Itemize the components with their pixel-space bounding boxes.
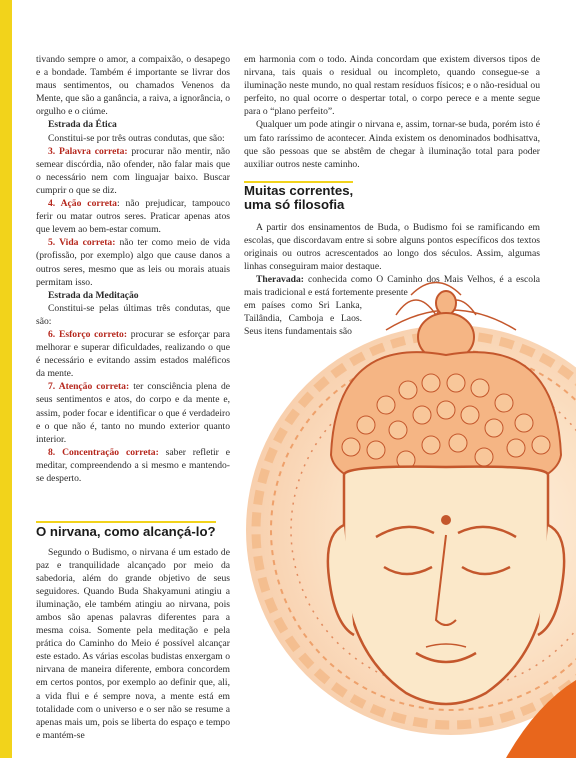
item-5 (36, 236, 230, 288)
item-8-text: saber refletir e meditar, compreendendo a si mesmo e mantendo-se desperto. (36, 446, 230, 484)
ushnisha (418, 291, 474, 361)
item-6-title: 6. Esforço correto: (48, 328, 128, 340)
item-7 (36, 380, 230, 445)
item-4 (36, 197, 230, 236)
theravada-title: Theravada: (256, 274, 304, 286)
ethics-intro: Constitui-se por três outras condutas, que são: (48, 132, 225, 144)
theravada-continued: em países como Sri Lanka, Tailândia, Camboja e Laos. Seus itens fundamentais são (244, 300, 362, 338)
item-3 (36, 145, 230, 197)
item-6-text: procurar se esforçar para melhorar e superar dificuldades, realizando o que é necessário e evitando assim estados maléficos da mente. (36, 328, 230, 380)
buda-paragraph: Qualquer um pode atingir o nirvana e, assim, tornar-se buda, porém isto é um fato raríssimo de acontecer. Ainda existem os denominados bodhisattva, que são pessoas que se abstêm de chegar à iluminação total para poder auxiliar outros neste caminho. (244, 119, 540, 170)
continuation-paragraph: em harmonia com o todo. Ainda concordam que existem diversos tipos de nirvana, tais quais o residual ou incompleto, quando consegue-se a iluminação neste mundo, no qual restam resíduos físicos; e o não-residual ou perfeito, no qual ocorre o despertar total, o corpo perece e a mente segue para o “plano perfeito”. (244, 54, 540, 118)
item-7-title: 7. Atenção correta: (48, 381, 130, 393)
intro-paragraph: tivando sempre o amor, a compaixão, o desapego e a bondade. Também é importante se livrar dos maus sentimentos, ou chamados Venenos da Mente, que são a ganância, a raiva, a ignorância, o orgulho e o ciúme. (36, 54, 230, 118)
currents-title-line-2: uma só filosofia (244, 197, 345, 213)
meditation-heading: Estrada da Meditação (48, 289, 139, 301)
left-column (36, 53, 230, 742)
item-7-text: ter consciência plena de seus sentimentos e atos, do corpo e da mente e, assim, poder focar e identificar o que é verdadeiro e o que não é, tanto no mundo exterior quanto interior. (36, 381, 230, 445)
buddha-head-illustration (236, 275, 576, 758)
item-4-title: 4. Ação correta (48, 198, 117, 210)
item-4-text: : não prejudicar, tampouco ferir ou matar outros seres. Praticar apenas atos que levem ao bem-estar comum. (36, 198, 230, 236)
item-3-title: 3. Palavra correta: (48, 145, 128, 157)
currents-section-title (244, 181, 540, 213)
item-3-text: procurar não mentir, não semear discórdia, não ofender, não falar mais que o necessário nem com linguajar baixo. Buscar cumprir o que se diz. (36, 145, 230, 196)
theravada-text: conhecida como O Caminho dos Mais Velhos, é a escola mais tradicional e está fortemente presente (244, 274, 540, 299)
currents-title-line-1: Muitas correntes, (244, 182, 354, 198)
schools-paragraph: A partir dos ensinamentos de Buda, o Budismo foi se ramificando em escolas, que discordavam entre si sobre alguns pontos específicos dos textos originais ou outros acrescentados ao longo dos séculos. Assim, algumas linhas conseguiram maior destaque. (244, 221, 540, 272)
item-8 (36, 446, 230, 485)
ethics-heading: Estrada da Ética (48, 119, 117, 131)
meditation-intro: Constitui-se pelas últimas três condutas, que são: (36, 302, 230, 327)
nirvana-section-title: O nirvana, como alcançá-lo? (36, 521, 216, 539)
item-5-title: 5. Vida correta: (48, 237, 116, 249)
item-8-title: 8. Concentração correta: (48, 446, 159, 458)
item-5-text: não ter como meio de vida (profissão, por exemplo) algo que cause danos a outros seres, mesmo que as leis ou morais atuais permitam isso. (36, 237, 230, 288)
nirvana-paragraph: Segundo o Budismo, o nirvana é um estado de paz e tranquilidade alcançado por meio da sabedoria, além do grande objetivo de seus seguidores. Quando Buda Shakyamuni atingiu a iluminação, ele também atingiu ao nirvana, pois ambos são apenas palavras diferentes para a mesma coisa. Somente pela meditação e pela prática do Caminho do Meio é possível alcançar este estado. As várias escolas budistas enxergam o nirvana de maneira diferente, embora concordem em certos pontos, por exemplo ao definir que, ali, a vida flui e é sempre nova, a mente está em totalidade com o universo e o ser não se resume a apenas mais um, pois se liberta do espaço e tempo e mantém-se (36, 546, 230, 741)
yellow-edge-band (0, 0, 12, 758)
item-6 (36, 328, 230, 380)
